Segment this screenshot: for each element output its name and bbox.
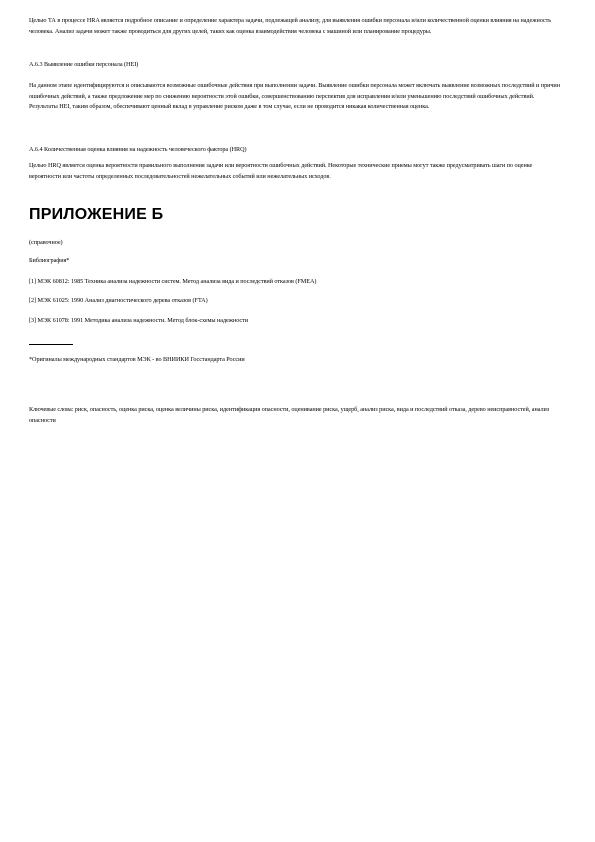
reference-item: [3] МЭК 61078: 1991 Методика анализа надежности. Метод блок-схемы надежности — [29, 317, 249, 324]
annex-title: ПРИЛОЖЕНИЕ Б — [29, 206, 164, 223]
paragraph-hei: На данном этапе идентифицируются и описываются возможные ошибочные действия при выполнении задачи. Выявление ошибки персонала может включать выявление возможных последствий и причин ошибочных действий, а также предложение мер по снижению вероятности этой ошибки, совершенствованию перспектив для исправления и/или уменьшению последствий ошибочных действий. Результаты HEI, таким образом, обеспечивают ценный вклад в управление риском даже в том случае, если не проводится никакая количественная оценка. — [29, 82, 560, 110]
footnote-divider — [29, 344, 73, 345]
section-heading-a64: А.6.4 Количественная оценка влияния на надежность человеческого фактора (HRQ) — [29, 146, 247, 153]
reference-item: [2] МЭК 61025: 1990 Анализ диагностического дерева отказов (FTA) — [29, 297, 208, 304]
annex-status: (справочное) — [29, 239, 63, 246]
footnote: *Оригиналы международных стандартов МЭК - во ВНИИКИ Госстандарта России — [29, 356, 245, 363]
reference-item: [1] МЭК 60812: 1985 Техника анализа надежности систем. Метод анализа вида и последствий отказов (FMEA) — [29, 278, 317, 285]
bibliography-heading: Библиография* — [29, 257, 70, 264]
section-heading-a63: А.6.3 Выявление ошибки персонала (HEI) — [29, 61, 139, 68]
paragraph-ta-purpose: Целью ТА в процессе HRA является подробное описание и определение характера задачи, подлежащей анализу, для выявления ошибки персонала и/или количественной оценки влияния на надежность человека. Анализ задачи может также проводиться для других целей, таких как оценка взаимодействия человека с машиной или планирование процедуры. — [29, 17, 552, 35]
keywords: Ключевые слова: риск, опасность, оценка риска, оценка величины риска, идентификация опасности, оценивание риска, ущерб, анализ риска, вида и последствий отказа, дерево неисправностей, анализ опасности — [29, 406, 550, 424]
paragraph-hrq: Целью HRQ является оценка вероятности правильного выполнения задачи или вероятности ошибочных действий. Некоторые технические приемы могут также предусматривать шаги по оценке вероятности или частоты определенных последовательностей нежелательных событий или нежелательных исходов. — [29, 162, 533, 180]
